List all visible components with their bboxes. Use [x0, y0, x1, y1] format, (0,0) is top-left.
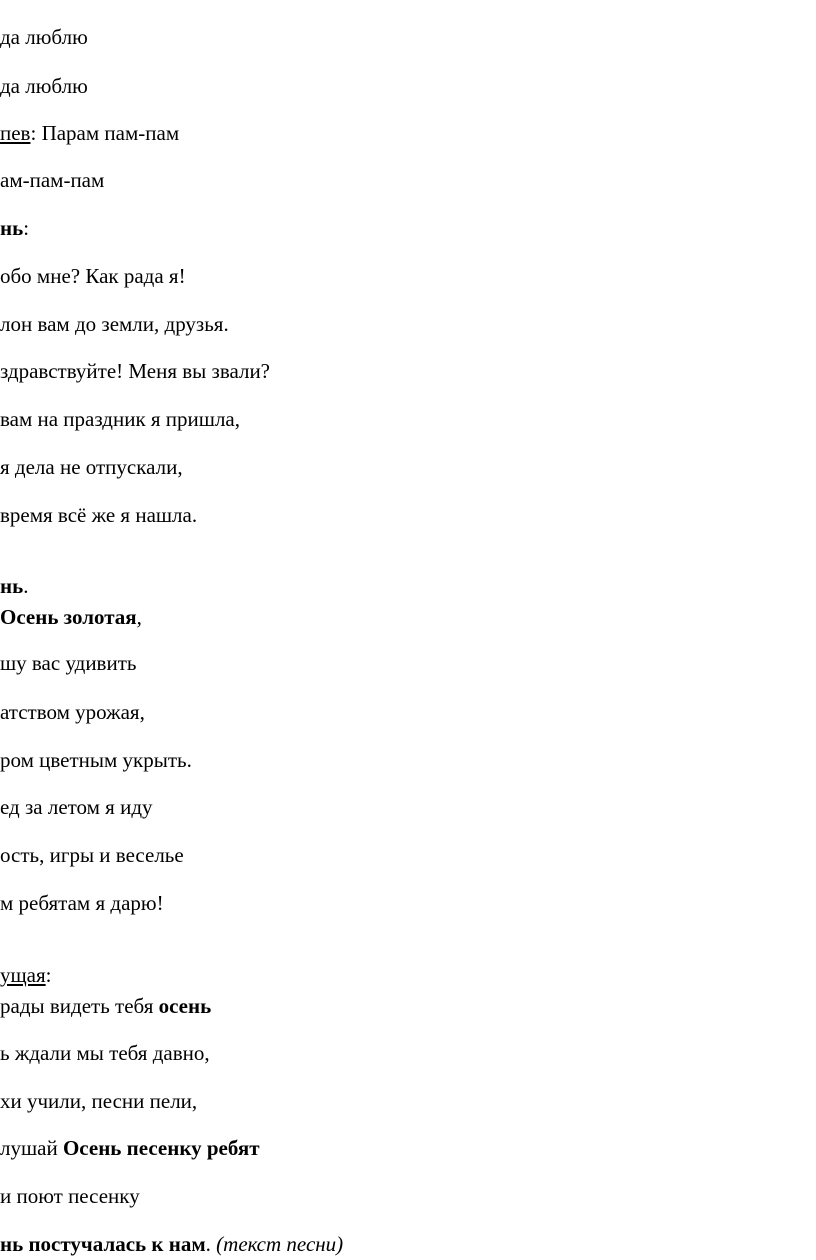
text-line: атством урожая, — [0, 700, 145, 724]
text-line: да люблю — [0, 74, 88, 98]
speaker-label: нь: — [0, 216, 30, 240]
text-line: здравствуйте! Меня вы звали? — [0, 359, 271, 383]
text-line: лушай Осень песенку ребят — [0, 1136, 260, 1160]
text-line: и поют песенку — [0, 1184, 140, 1208]
text-line: ость, игры и веселье — [0, 843, 184, 867]
text-line: я дела не отпускали, — [0, 455, 183, 479]
text-line: м ребятам я дарю! — [0, 891, 164, 915]
text-line: обо мне? Как рада я! — [0, 264, 186, 288]
text-line: вам на праздник я пришла, — [0, 407, 241, 431]
text-line: ром цветным укрыть. — [0, 748, 192, 772]
text-line: ь ждали мы тебя давно, — [0, 1041, 210, 1065]
text-line: нь постучалась к нам. (текст песни) — [0, 1232, 344, 1256]
speaker-label: нь. — [0, 574, 29, 598]
text-line: лон вам до земли, друзья. — [0, 312, 229, 336]
text-line: хи учили, песни пели, — [0, 1089, 198, 1113]
text-line: да люблю — [0, 25, 88, 49]
text-line: рады видеть тебя осень — [0, 994, 212, 1018]
text-line: шу вас удивить — [0, 651, 137, 675]
text-line: время всё же я нашла. — [0, 503, 198, 527]
text-line: ед за летом я иду — [0, 795, 153, 819]
text-line: пев: Парам пам-пам — [0, 121, 180, 145]
text-line: Осень золотая, — [0, 605, 142, 629]
speaker-label: ущая: — [0, 963, 52, 987]
text-line: ам-пам-пам — [0, 168, 105, 192]
